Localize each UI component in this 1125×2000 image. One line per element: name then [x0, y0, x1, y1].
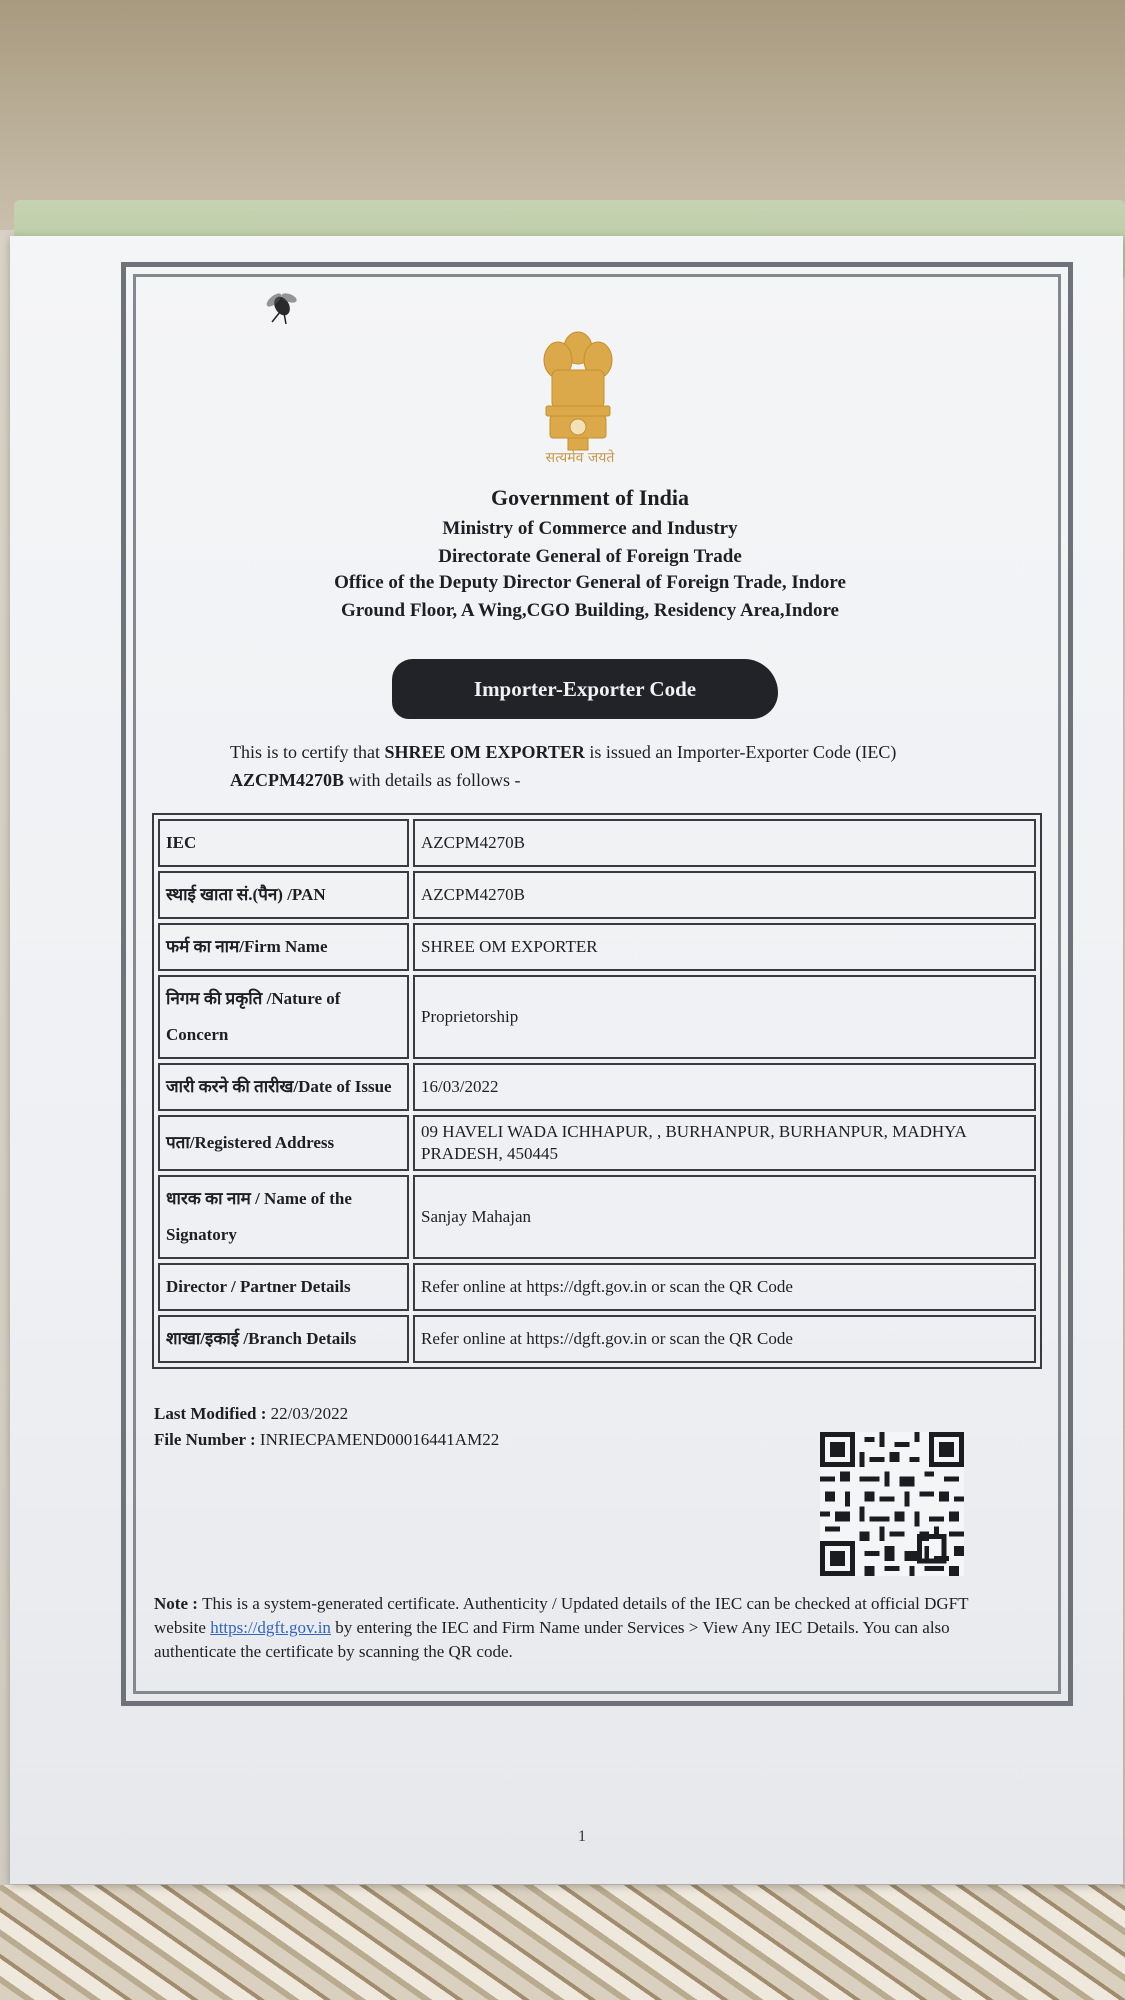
- table-row: [158, 1063, 1036, 1111]
- table-row: [158, 975, 1036, 1059]
- table-row: [158, 871, 1036, 919]
- dgft-website-link[interactable]: https://dgft.gov.in: [210, 1618, 331, 1637]
- file-number-label: File Number :: [154, 1430, 260, 1449]
- row-value-iec: AZCPM4270B: [413, 819, 1036, 867]
- row-label-pan: स्थाई खाता सं.(पैन) /PAN: [158, 871, 409, 919]
- last-modified: [154, 1404, 348, 1424]
- row-label-firm-name: फर्म का नाम/Firm Name: [158, 923, 409, 971]
- row-label-signatory: धारक का नाम / Name of the Signatory: [158, 1175, 409, 1259]
- emblem-motto: सत्यमेव जयते: [545, 450, 615, 466]
- header-address: Ground Floor, A Wing,CGO Building, Residency Area,Indore: [341, 600, 839, 621]
- header-office: Office of the Deputy Director General of Foreign Trade, Indore: [334, 572, 846, 593]
- row-value-registered-address: 09 HAVELI WADA ICHHAPUR, , BURHANPUR, BURHANPUR, MADHYA PRADESH, 450445: [413, 1115, 1036, 1171]
- table-row: [158, 1315, 1036, 1363]
- table-row: [158, 819, 1036, 867]
- row-label-iec: IEC: [158, 819, 409, 867]
- row-label-branch-details: शाखा/इकाई /Branch Details: [158, 1315, 409, 1363]
- row-value-pan: AZCPM4270B: [413, 871, 1036, 919]
- row-value-signatory: Sanjay Mahajan: [413, 1175, 1036, 1259]
- certificate-title: Importer-Exporter Code: [392, 659, 778, 719]
- header-directorate: Directorate General of Foreign Trade: [438, 546, 742, 567]
- iec-details-table: [152, 813, 1042, 1369]
- header-ministry: Ministry of Commerce and Industry: [442, 518, 738, 539]
- table-row: [158, 923, 1036, 971]
- certificate-intro: [230, 738, 950, 794]
- qr-code-icon[interactable]: [820, 1432, 964, 1576]
- background-rug: [0, 1885, 1125, 2000]
- table-row: [158, 1263, 1036, 1311]
- row-label-date-of-issue: जारी करने की तारीख/Date of Issue: [158, 1063, 409, 1111]
- last-modified-value: 22/03/2022: [270, 1404, 349, 1423]
- row-value-branch-details: Refer online at https://dgft.gov.in or scan the QR Code: [413, 1315, 1036, 1363]
- note-text: [154, 1592, 1004, 1664]
- row-value-director-partner: Refer online at https://dgft.gov.in or scan the QR Code: [413, 1263, 1036, 1311]
- file-number-value: INRIECPAMEND00016441AM22: [259, 1430, 500, 1449]
- file-number: [154, 1430, 499, 1450]
- table-row: [158, 1115, 1036, 1171]
- background-wall: [0, 0, 1125, 230]
- header-government: Government of India: [491, 485, 689, 510]
- note-text-1: This is a system-generated certificate. Authenticity / Updated details of the IEC can be checked at official DGFT website: [154, 1594, 969, 1637]
- row-value-firm-name: SHREE OM EXPORTER: [413, 923, 1036, 971]
- intro-iec: AZCPM4270B: [230, 770, 344, 790]
- intro-text-2: is issued an Importer-Exporter Code (IEC): [584, 742, 897, 762]
- note-label: Note :: [154, 1594, 203, 1613]
- intro-text-3: with details as follows -: [344, 770, 521, 790]
- page-number: 1: [578, 1828, 586, 1845]
- fly-icon: [262, 286, 302, 326]
- row-label-nature-of-concern: निगम की प्रकृति /Nature of Concern: [158, 975, 409, 1059]
- row-label-director-partner: Director / Partner Details: [158, 1263, 409, 1311]
- last-modified-label: Last Modified :: [154, 1404, 271, 1423]
- intro-text-1: This is to certify that: [230, 742, 385, 762]
- row-value-date-of-issue: 16/03/2022: [413, 1063, 1036, 1111]
- table-row: [158, 1175, 1036, 1259]
- row-value-nature-of-concern: Proprietorship: [413, 975, 1036, 1059]
- note-text-2: by entering the IEC and Firm Name under Services > View Any IEC Details. You can also authenticate the certificate by scanning the QR code.: [154, 1618, 950, 1661]
- row-label-registered-address: पता/Registered Address: [158, 1115, 409, 1171]
- intro-firm-name: SHREE OM EXPORTER: [384, 742, 585, 762]
